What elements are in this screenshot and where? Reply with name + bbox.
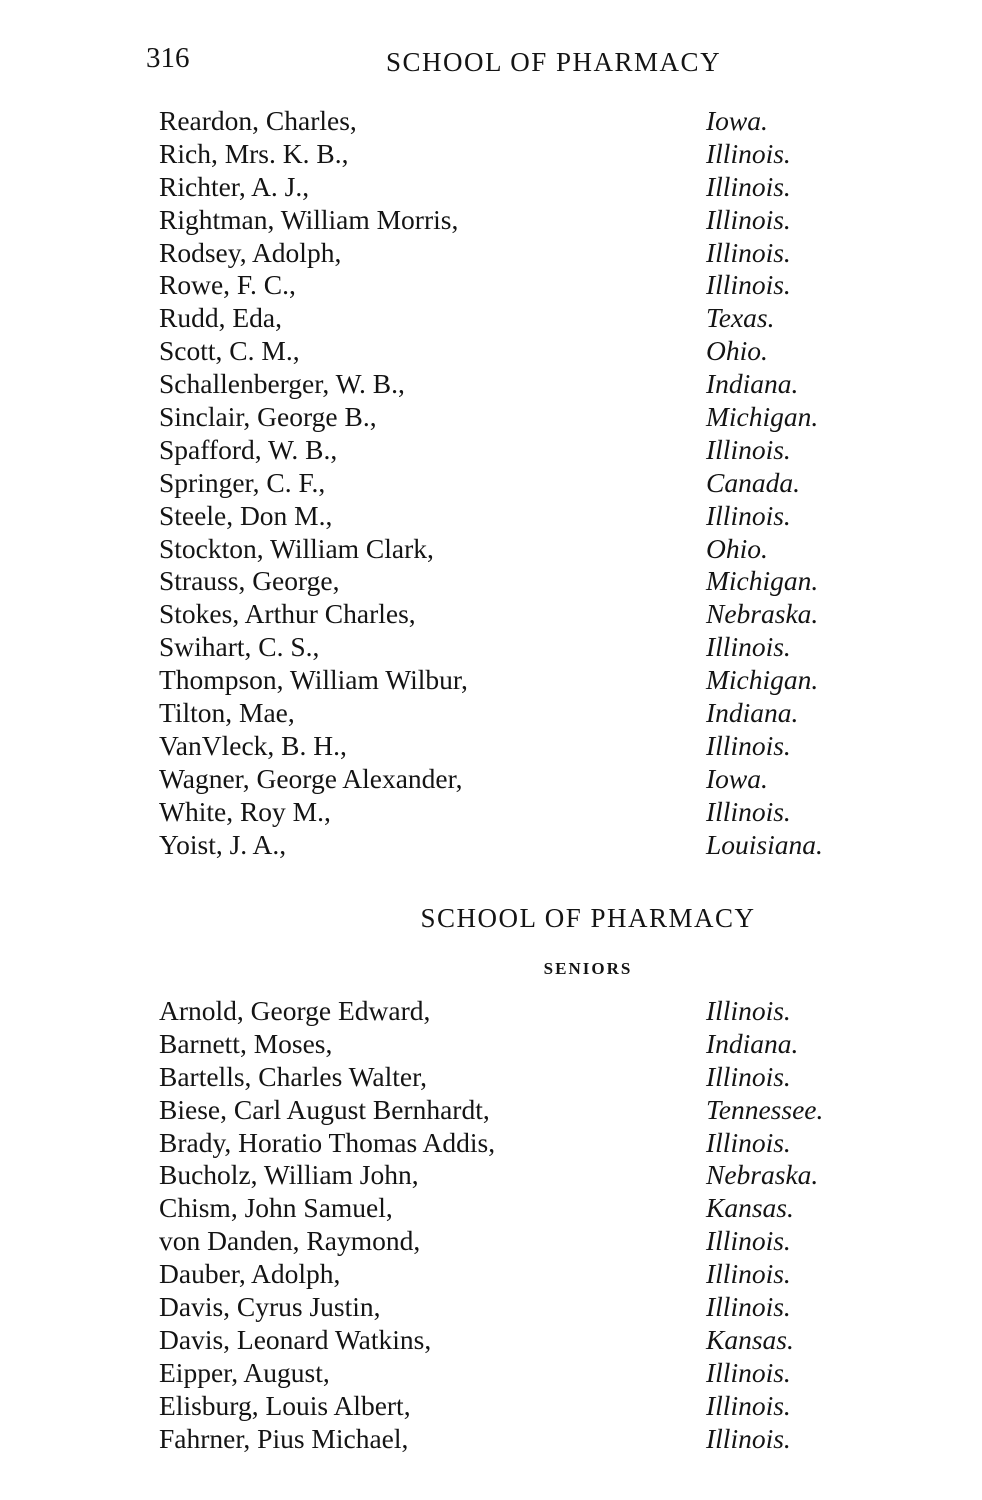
student-name: Spafford, W. B.,: [159, 433, 338, 465]
student-name: Stokes, Arthur Charles,: [159, 598, 416, 630]
student-state: Michigan.: [706, 401, 819, 433]
list-item: [0, 1291, 982, 1324]
student-name: Sinclair, George B.,: [159, 401, 377, 433]
list-item: [0, 631, 982, 664]
student-state: Texas.: [706, 302, 775, 334]
student-state: Iowa.: [706, 762, 768, 794]
student-name: Bucholz, William John,: [159, 1159, 419, 1191]
student-name: Brady, Horatio Thomas Addis,: [159, 1126, 496, 1158]
student-name: Tilton, Mae,: [159, 697, 295, 729]
student-name: Scott, C. M.,: [159, 335, 300, 367]
student-name: VanVleck, B. H.,: [159, 729, 347, 761]
student-state: Indiana.: [706, 1027, 799, 1059]
student-state: Canada.: [706, 466, 800, 498]
page-number: 316: [146, 42, 190, 74]
student-state: Illinois.: [706, 1060, 791, 1092]
student-name: Dauber, Adolph,: [159, 1258, 341, 1290]
list-item: [0, 1061, 982, 1094]
list-item: [0, 302, 982, 335]
student-state: Illinois.: [706, 137, 791, 169]
list-item: [0, 467, 982, 500]
student-state: Nebraska.: [706, 1159, 819, 1191]
list-item: [0, 995, 982, 1028]
list-item: [0, 434, 982, 467]
student-state: Kansas.: [706, 1192, 794, 1224]
student-state: Illinois.: [706, 1356, 791, 1388]
list-item: [0, 1028, 982, 1061]
student-state: Illinois.: [706, 1258, 791, 1290]
student-name: Rowe, F. C.,: [159, 269, 296, 301]
list-item: [0, 829, 982, 862]
section-title: SCHOOL OF PHARMACY: [420, 903, 756, 933]
student-name: Elisburg, Louis Albert,: [159, 1389, 411, 1421]
student-name: Barnett, Moses,: [159, 1027, 333, 1059]
list-item: [0, 269, 982, 302]
student-name: Wagner, George Alexander,: [159, 762, 463, 794]
list-item: [0, 1390, 982, 1423]
student-state: Illinois.: [706, 203, 791, 235]
student-name: Yoist, J. A.,: [159, 828, 287, 860]
student-state: Illinois.: [706, 433, 791, 465]
list-item: [0, 335, 982, 368]
student-name: Biese, Carl August Bernhardt,: [159, 1093, 490, 1125]
student-state: Ohio.: [706, 335, 768, 367]
student-state: Ohio.: [706, 532, 768, 564]
section-subtitle: SENIORS: [543, 959, 633, 978]
seniors-list: [0, 995, 982, 1455]
list-item: [0, 1258, 982, 1291]
student-name: Davis, Cyrus Justin,: [159, 1291, 381, 1323]
list-item: [0, 664, 982, 697]
student-name: Chism, John Samuel,: [159, 1192, 393, 1224]
student-state: Illinois.: [706, 1291, 791, 1323]
student-state: Illinois.: [706, 236, 791, 268]
student-state: Illinois.: [706, 1126, 791, 1158]
student-name: Springer, C. F.,: [159, 466, 326, 498]
student-name: Rich, Mrs. K. B.,: [159, 137, 349, 169]
list-item: [0, 1357, 982, 1390]
student-name: Thompson, William Wilbur,: [159, 664, 468, 696]
student-name: Arnold, George Edward,: [159, 995, 431, 1026]
student-name: Swihart, C. S.,: [159, 631, 320, 663]
student-state: Michigan.: [706, 565, 819, 597]
student-name: Rodsey, Adolph,: [159, 236, 342, 268]
list-item: [0, 105, 982, 138]
list-item: [0, 368, 982, 401]
list-item: [0, 171, 982, 204]
list-item: [0, 1423, 982, 1456]
student-state: Illinois.: [706, 499, 791, 531]
student-state: Louisiana.: [706, 828, 823, 860]
student-list-continued: [0, 105, 982, 861]
student-name: White, Roy M.,: [159, 795, 331, 827]
student-state: Nebraska.: [706, 598, 819, 630]
student-name: Fahrner, Pius Michael,: [159, 1422, 409, 1454]
list-item: [0, 796, 982, 829]
list-item: [0, 138, 982, 171]
student-name: Rightman, William Morris,: [159, 203, 459, 235]
student-state: Illinois.: [706, 795, 791, 827]
running-head: SCHOOL OF PHARMACY: [386, 47, 722, 77]
student-state: Illinois.: [706, 269, 791, 301]
list-item: [0, 697, 982, 730]
student-state: Kansas.: [706, 1323, 794, 1355]
student-name: Richter, A. J.,: [159, 170, 310, 202]
student-state: Iowa.: [706, 105, 768, 136]
student-state: Indiana.: [706, 697, 799, 729]
student-name: Steele, Don M.,: [159, 499, 333, 531]
list-item: [0, 1094, 982, 1127]
student-state: Illinois.: [706, 729, 791, 761]
student-name: Eipper, August,: [159, 1356, 330, 1388]
student-state: Illinois.: [706, 1422, 791, 1454]
student-state: Illinois.: [706, 631, 791, 663]
list-item: [0, 1324, 982, 1357]
student-name: Davis, Leonard Watkins,: [159, 1323, 432, 1355]
list-item: [0, 1159, 982, 1192]
list-item: [0, 565, 982, 598]
student-state: Illinois.: [706, 995, 791, 1026]
student-state: Indiana.: [706, 368, 799, 400]
student-name: Bartells, Charles Walter,: [159, 1060, 428, 1092]
list-item: [0, 533, 982, 566]
student-state: Illinois.: [706, 170, 791, 202]
student-state: Illinois.: [706, 1389, 791, 1421]
student-state: Michigan.: [706, 664, 819, 696]
student-name: Strauss, George,: [159, 565, 340, 597]
list-item: [0, 204, 982, 237]
list-item: [0, 237, 982, 270]
list-item: [0, 401, 982, 434]
list-item: [0, 598, 982, 631]
student-name: Reardon, Charles,: [159, 105, 357, 136]
student-name: Stockton, William Clark,: [159, 532, 434, 564]
list-item: [0, 500, 982, 533]
student-name: von Danden, Raymond,: [159, 1225, 421, 1257]
list-item: [0, 1192, 982, 1225]
list-item: [0, 763, 982, 796]
list-item: [0, 1225, 982, 1258]
list-item: [0, 1127, 982, 1160]
list-item: [0, 730, 982, 763]
student-name: Rudd, Eda,: [159, 302, 282, 334]
student-name: Schallenberger, W. B.,: [159, 368, 405, 400]
student-state: Illinois.: [706, 1225, 791, 1257]
student-state: Tennessee.: [706, 1093, 824, 1125]
